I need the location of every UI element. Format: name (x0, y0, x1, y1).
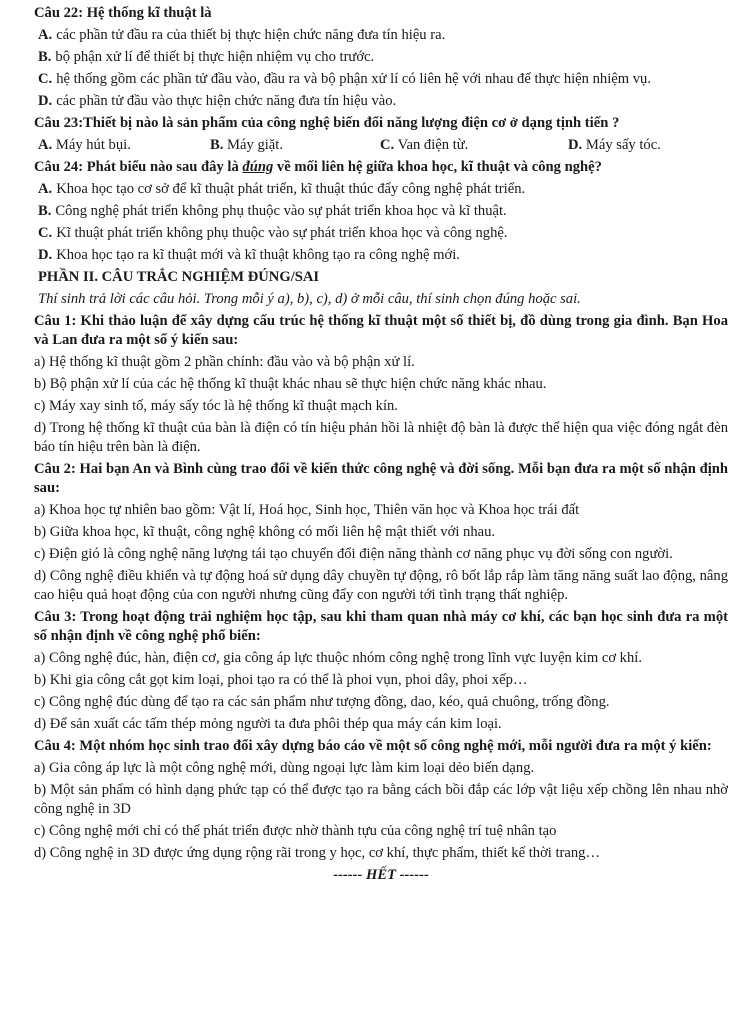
statement: a) Khoa học tự nhiên bao gồm: Vật lí, Hoá học, Sinh học, Thiên văn học và Khoa học trái đất (34, 502, 580, 518)
option-d: D. Khoa học tạo ra kĩ thuật mới và kĩ thuật không tạo ra công nghệ mới. (38, 247, 460, 263)
statement: d) Để sản xuất các tấm thép mỏng người ta đưa phôi thép qua máy cán kim loại. (34, 716, 502, 732)
statement: d) Công nghệ điều khiển và tự động hoá sử dụng dây chuyền tự động, rô bốt lắp rắp làm tăng năng suất lao động, nâng cao hiệu quả hoạt động của con người nhưng cũng đẩy con người tới tình trạng thất nghiệp. (34, 568, 728, 603)
tf-question-1: Câu 1: Khi thảo luận để xây dựng cấu trúc hệ thống kĩ thuật một số thiết bị, đồ dùng trong gia đình. Bạn Hoa và Lan đưa ra một số ý kiến sau: (34, 313, 728, 348)
option-b: B. Máy giặt. (210, 137, 283, 153)
statement: c) Điện gió là công nghệ năng lượng tái tạo chuyển đổi điện năng thành cơ năng phục vụ đời sống con người. (34, 546, 673, 562)
options-row (38, 136, 728, 155)
statement: b) Một sản phẩm có hình dạng phức tạp có thể được tạo ra bằng cách bồi đắp các lớp vật liệu xếp chồng lên nhau nhờ công nghệ in 3D (34, 782, 728, 817)
option-a: A. Khoa học tạo cơ sở để kĩ thuật phát triển, kĩ thuật thúc đẩy công nghệ phát triển. (38, 181, 526, 197)
end-mark: ------ HẾT ------ (333, 867, 429, 883)
statement: c) Công nghệ đúc dùng để tạo ra các sản phẩm như tượng đồng, dao, kéo, quả chuông, trống đồng. (34, 694, 610, 710)
statement: d) Công nghệ in 3D được ứng dụng rộng rãi trong y học, cơ khí, thực phẩm, thiết kế thời trang… (34, 845, 601, 861)
option-c: C. Kĩ thuật phát triển không phụ thuộc vào sự phát triển khoa học và công nghệ. (38, 225, 508, 241)
option-d: D. các phần tử đầu vào thực hiện chức năng đưa tín hiệu vào. (38, 93, 397, 109)
question-23: Câu 23:Thiết bị nào là sản phẩm của công nghệ biến đổi năng lượng điện cơ ở dạng tịnh tiến ? (34, 115, 620, 131)
option-a: A. các phần tử đầu ra của thiết bị thực hiện chức năng đưa tín hiệu ra. (38, 27, 446, 43)
statement: a) Công nghệ đúc, hàn, điện cơ, gia công áp lực thuộc nhóm công nghệ trong lĩnh vực luyện kim cơ khí. (34, 650, 642, 666)
statement: b) Bộ phận xử lí của các hệ thống kĩ thuật khác nhau sẽ thực hiện chức năng khác nhau. (34, 376, 547, 392)
statement: a) Gia công áp lực là một công nghệ mới, dùng ngoại lực làm kim loại dẻo biến dạng. (34, 760, 535, 776)
statement: c) Công nghệ mới chỉ có thể phát triển được nhờ thành tựu của công nghệ trí tuệ nhân tạo (34, 823, 557, 839)
statement: d) Trong hệ thống kĩ thuật của bàn là điện có tín hiệu phản hồi là nhiệt độ bàn là được thể hiện qua việc đóng ngắt đèn báo tín hiệu trên bàn là điện. (34, 420, 728, 455)
option-b: B. Công nghệ phát triển không phụ thuộc vào sự phát triển khoa học và kĩ thuật. (38, 203, 507, 219)
emphasis-word: đúng (242, 159, 274, 175)
option-a: A. Máy hút bụi. (38, 137, 131, 153)
statement: a) Hệ thống kĩ thuật gồm 2 phần chính: đầu vào và bộ phận xử lí. (34, 354, 415, 370)
tf-question-2: Câu 2: Hai bạn An và Bình cùng trao đổi về kiến thức công nghệ và đời sống. Mỗi bạn đưa ra một số nhận định sau: (34, 461, 728, 496)
tf-question-3: Câu 3: Trong hoạt động trải nghiệm học tập, sau khi tham quan nhà máy cơ khí, các bạn học sinh đưa ra một số nhận định về công nghệ phổ biến: (34, 609, 728, 644)
option-b: B. bộ phận xử lí để thiết bị thực hiện nhiệm vụ cho trước. (38, 49, 375, 65)
tf-question-4: Câu 4: Một nhóm học sinh trao đổi xây dựng báo cáo về một số công nghệ mới, mỗi người đưa ra một ý kiến: (34, 738, 712, 754)
option-d: D. Máy sấy tóc. (568, 137, 661, 153)
statement: b) Khi gia công cắt gọt kim loại, phoi tạo ra có thể là phoi vụn, phoi dây, phoi xếp… (34, 672, 528, 688)
statement: c) Máy xay sinh tố, máy sấy tóc là hệ thống kĩ thuật mạch kín. (34, 398, 398, 414)
question-22: Câu 22: Hệ thống kĩ thuật là (34, 5, 212, 21)
option-c: C. hệ thống gồm các phần tử đầu vào, đầu ra và bộ phận xử lí có liên hệ với nhau để thực hiện nhiệm vụ. (38, 71, 651, 87)
question-24: Câu 24: Phát biểu nào sau đây là đúng về mối liên hệ giữa khoa học, kĩ thuật và công nghệ? (34, 159, 602, 175)
section-title: PHẦN II. CÂU TRẮC NGHIỆM ĐÚNG/SAI (38, 269, 320, 285)
statement: b) Giữa khoa học, kĩ thuật, công nghệ không có mối liên hệ mật thiết với nhau. (34, 524, 496, 540)
section-instruction: Thí sinh trả lời các câu hỏi. Trong mỗi ý a), b), c), d) ở mỗi câu, thí sinh chọn đúng hoặc sai. (38, 291, 581, 307)
option-c: C. Van điện từ. (380, 137, 469, 153)
